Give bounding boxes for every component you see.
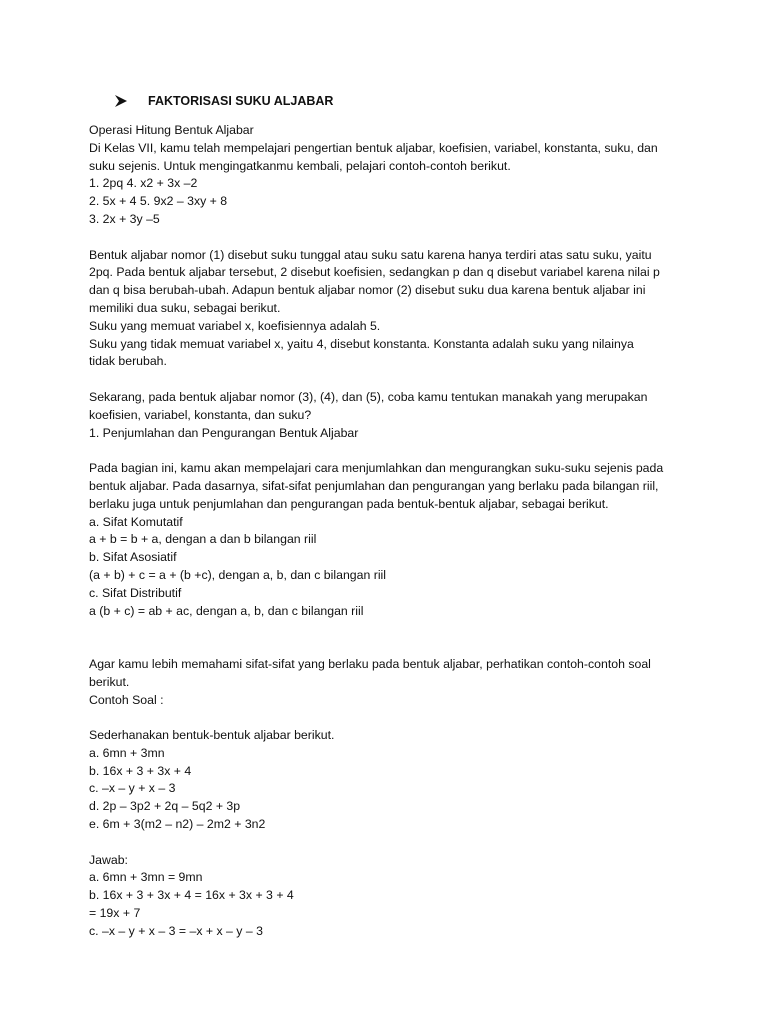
section-title: FAKTORISASI SUKU ALJABAR	[148, 94, 334, 108]
paragraph-spacer	[89, 834, 689, 852]
explanation-paragraph	[89, 247, 689, 372]
text-line: dan q bisa berubah-ubah. Adapun bentuk aljabar nomor (2) disebut suku dua karena bentuk aljabar ini	[89, 283, 646, 298]
text-line: koefisien, variabel, konstanta, dan suku?	[89, 407, 312, 422]
property-title: c. Sifat Distributif	[89, 585, 182, 600]
property-title: b. Sifat Asosiatif	[89, 550, 177, 565]
text-line: berikut.	[89, 674, 130, 689]
problem-item: b. 16x + 3 + 3x + 4	[89, 763, 192, 778]
paragraph-spacer	[89, 620, 689, 656]
text-line: Suku yang memuat variabel x, koefisiennya adalah 5.	[89, 318, 381, 333]
paragraph-spacer	[89, 371, 689, 389]
text-line: suku sejenis. Untuk mengingatkanmu kembali, pelajari contoh-contoh berikut.	[89, 158, 511, 173]
text-line: Suku yang tidak memuat variabel x, yaitu 4, disebut konstanta. Konstanta adalah suku yang nilainya	[89, 336, 634, 351]
problems-list	[89, 727, 689, 834]
list-item: 1. 2pq 4. x2 + 3x –2	[89, 176, 198, 191]
answer-item: c. –x – y + x – 3 = –x + x – y – 3	[89, 923, 263, 938]
answer-item: b. 16x + 3 + 3x + 4 = 16x + 3x + 3 + 4	[89, 888, 294, 903]
problem-item: d. 2p – 3p2 + 2q – 5q2 + 3p	[89, 799, 241, 814]
question-paragraph	[89, 389, 689, 442]
paragraph-spacer	[89, 442, 689, 460]
paragraph-spacer	[89, 229, 689, 247]
document-body	[89, 122, 689, 941]
text-line: 2pq. Pada bentuk aljabar tersebut, 2 disebut koefisien, sedangkan p dan q disebut variabel karena nilai p	[89, 265, 660, 280]
answer-label: Jawab:	[89, 852, 128, 867]
property-title: a. Sifat Komutatif	[89, 514, 183, 529]
problem-item: e. 6m + 3(m2 – n2) – 2m2 + 3n2	[89, 817, 266, 832]
paragraph-spacer	[89, 709, 689, 727]
problem-instruction: Sederhanakan bentuk-bentuk aljabar berikut.	[89, 728, 335, 743]
example-label: Contoh Soal :	[89, 692, 164, 707]
section-heading	[114, 94, 333, 108]
property-formula: a (b + c) = ab + ac, dengan a, b, dan c bilangan riil	[89, 603, 364, 618]
text-line: bentuk aljabar. Pada dasarnya, sifat-sifat penjumlahan dan pengurangan yang berlaku pada bilangan riil,	[89, 478, 659, 493]
problem-item: c. –x – y + x – 3	[89, 781, 176, 796]
text-line: Sekarang, pada bentuk aljabar nomor (3), (4), dan (5), coba kamu tentukan manakah yang merupakan	[89, 389, 648, 404]
text-line: Pada bagian ini, kamu akan mempelajari cara menjumlahkan dan mengurangkan suku-suku sejenis pada	[89, 461, 664, 476]
properties-paragraph	[89, 460, 689, 620]
example-intro-paragraph	[89, 656, 689, 709]
intro-paragraph	[89, 122, 689, 229]
answers-list	[89, 852, 689, 941]
problem-item: a. 6mn + 3mn	[89, 745, 165, 760]
text-line: memiliki dua suku, sebagai berikut.	[89, 300, 281, 315]
text-line: tidak berubah.	[89, 354, 167, 369]
text-line: Bentuk aljabar nomor (1) disebut suku tunggal atau suku satu karena hanya terdiri atas satu suku, yaitu	[89, 247, 652, 262]
property-formula: (a + b) + c = a + (b +c), dengan a, b, dan c bilangan riil	[89, 567, 387, 582]
property-formula: a + b = b + a, dengan a dan b bilangan riil	[89, 532, 317, 547]
arrowhead-bullet-icon	[114, 94, 128, 108]
subsection-title: 1. Penjumlahan dan Pengurangan Bentuk Aljabar	[89, 425, 359, 440]
text-line: Agar kamu lebih memahami sifat-sifat yang berlaku pada bentuk aljabar, perhatikan contoh-contoh soal	[89, 656, 651, 671]
list-item: 2. 5x + 4 5. 9x2 – 3xy + 8	[89, 194, 228, 209]
answer-item: a. 6mn + 3mn = 9mn	[89, 870, 203, 885]
text-line: berlaku juga untuk penjumlahan dan pengurangan pada bentuk-bentuk aljabar, sebagai berikut.	[89, 496, 609, 511]
list-item: 3. 2x + 3y –5	[89, 211, 160, 226]
text-line: Operasi Hitung Bentuk Aljabar	[89, 123, 254, 137]
answer-item: = 19x + 7	[89, 906, 141, 921]
text-line: Di Kelas VII, kamu telah mempelajari pengertian bentuk aljabar, koefisien, variabel, konstanta, suku, dan	[89, 140, 658, 155]
